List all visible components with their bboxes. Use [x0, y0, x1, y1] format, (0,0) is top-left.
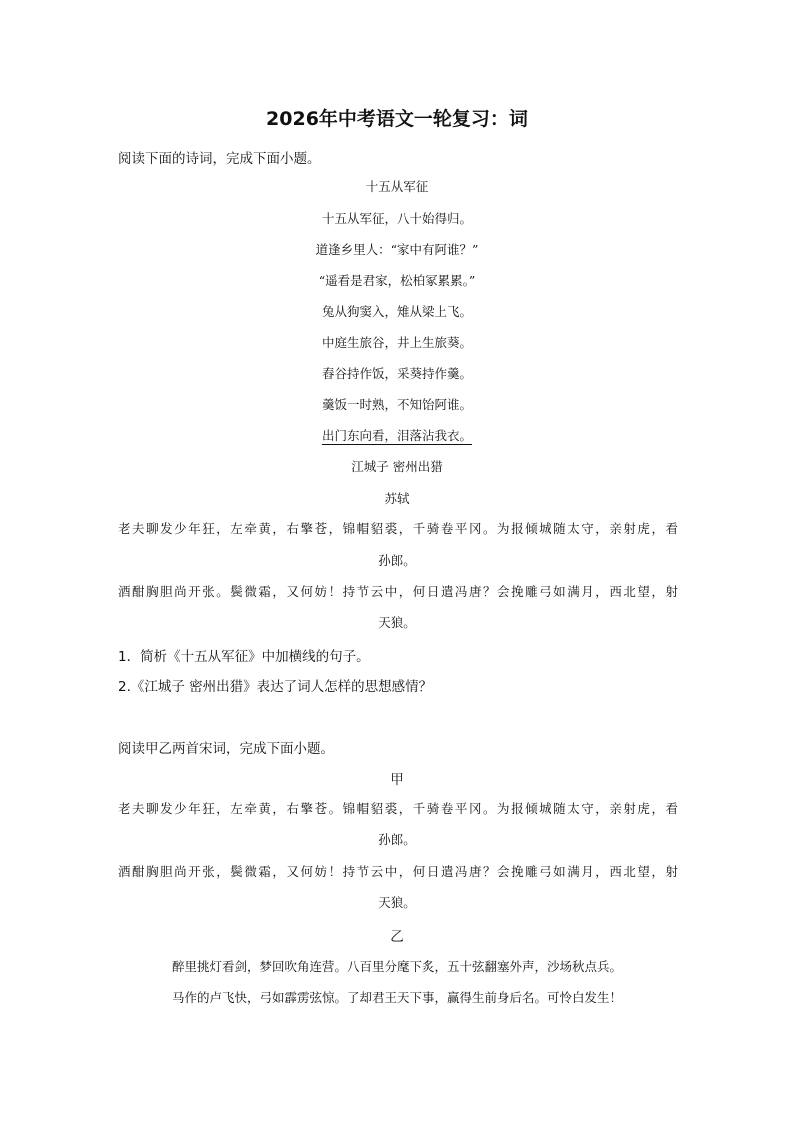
- jia-para1-line1: 老夫聊发少年狂，左牵黄，右擎苍。锦帽貂裘，千骑卷平冈。为报倾城随太守，亲射虎，看: [118, 801, 678, 816]
- poem2-para1-line1: 老夫聊发少年狂，左牵黄，右擎苍，锦帽貂裘，千骑卷平冈。为报倾城随太守，亲射虎，看: [118, 521, 678, 536]
- question-2: 2.《江城子 密州出猎》表达了词人怎样的思想感情？: [118, 679, 433, 695]
- poem1-line: “遥看是君家，松柏冢累累。”: [318, 273, 476, 288]
- poem1-line: 羹饭一时熟，不知饴阿谁。: [321, 397, 472, 412]
- jia-para2-line1: 酒酣胸胆尚开张，鬓微霜，又何妨！持节云中，何日遣冯唐？会挽雕弓如满月，西北望，射: [118, 864, 678, 879]
- question-1: 1．简析《十五从军征》中加横线的句子。: [118, 649, 370, 665]
- yi-line2: 马作的卢飞快，弓如霹雳弦惊。了却君王天下事，赢得生前身后名。可怜白发生！: [171, 990, 622, 1005]
- poem-yi-label: 乙: [390, 929, 404, 945]
- poem-jia-label: 甲: [390, 772, 404, 788]
- poem1-line: 兔从狗窦入，雉从梁上飞。: [321, 304, 472, 319]
- section1-instruction: 阅读下面的诗词，完成下面小题。: [118, 151, 321, 167]
- poem1-line: 道逢乡里人：“家中有阿谁？”: [315, 242, 479, 257]
- yi-line1: 醉里挑灯看剑，梦回吹角连营。八百里分麾下炙，五十弦翻塞外声，沙场秋点兵。: [171, 959, 622, 974]
- page-title: 2026年中考语文一轮复习：词: [266, 108, 528, 130]
- poem1-line: 中庭生旅谷，井上生旅葵。: [321, 335, 472, 350]
- poem2-para1-line2: 孙郎。: [378, 553, 416, 568]
- jia-para1-line2: 孙郎。: [378, 832, 416, 847]
- jia-para2-line2: 天狼。: [378, 895, 416, 910]
- poem1-title: 十五从军征: [365, 179, 429, 194]
- poem1-underlined-line: [0, 426, 794, 444]
- underlined-text: 出门东向看，泪落沾我衣。: [321, 428, 472, 443]
- section2-instruction: 阅读甲乙两首宋词，完成下面小题。: [118, 741, 334, 757]
- poem2-author: 苏轼: [384, 491, 410, 506]
- poem1-line: 十五从军征，八十始得归。: [321, 211, 472, 226]
- poem2-para2-line2: 天狼。: [378, 615, 416, 630]
- poem1-line: 舂谷持作饭，采葵持作羹。: [321, 366, 472, 381]
- poem2-para2-line1: 酒酣胸胆尚开张。鬓微霜，又何妨！持节云中，何日遣冯唐？会挽雕弓如满月，西北望，射: [118, 584, 678, 599]
- poem2-title: 江城子 密州出猎: [351, 459, 443, 474]
